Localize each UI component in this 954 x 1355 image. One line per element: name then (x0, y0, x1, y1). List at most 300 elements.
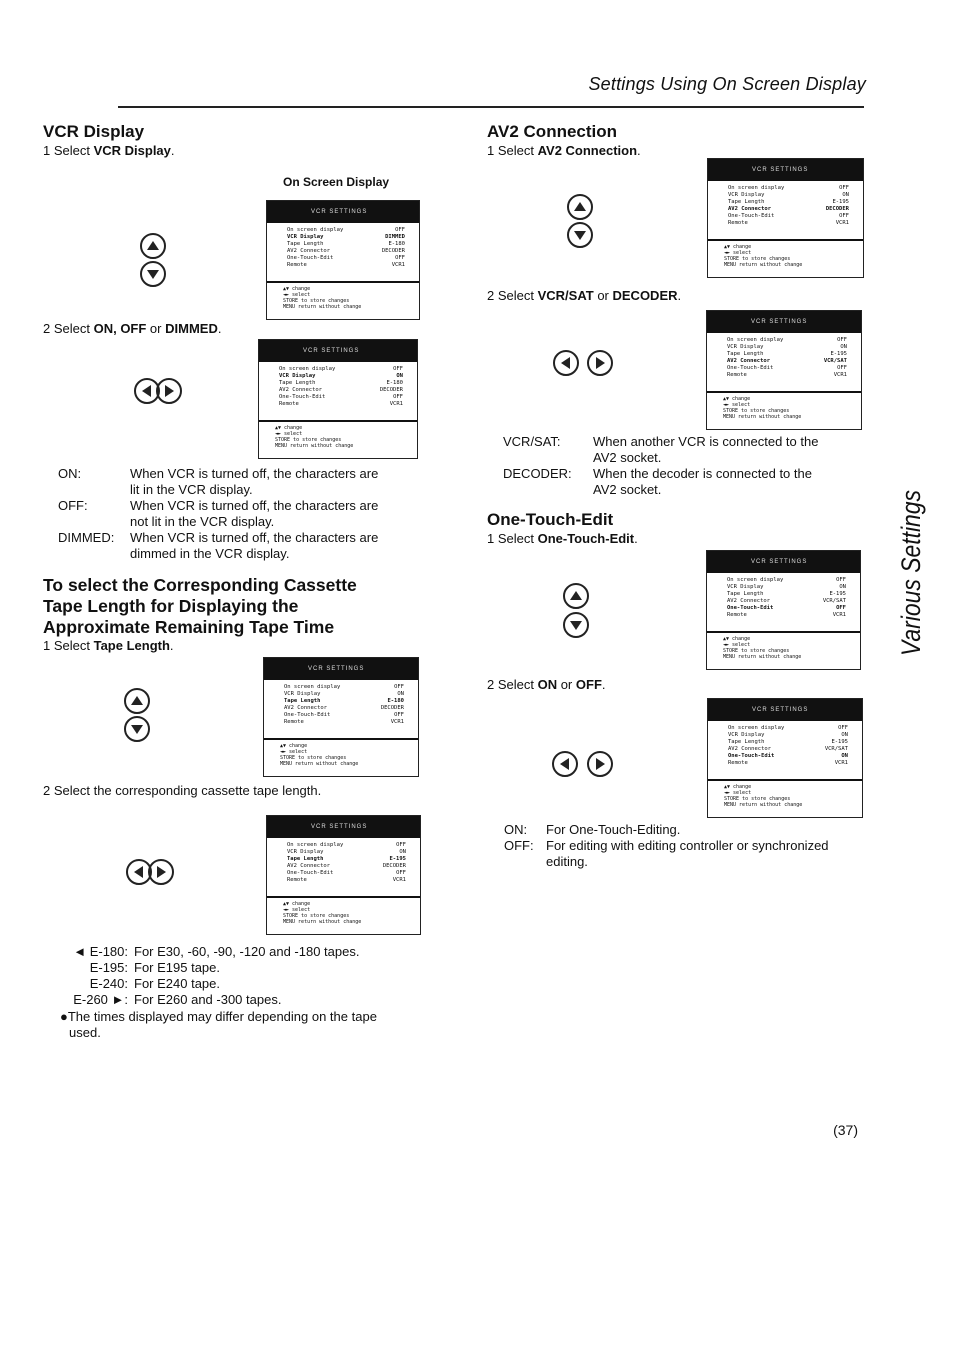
av2-definitions (503, 434, 873, 504)
osd-item-value: ON (396, 373, 403, 379)
osd-row (287, 248, 413, 255)
vcr-display-heading: VCR Display (43, 122, 145, 141)
osd-row (728, 185, 857, 192)
definition-text: When the decoder is connected to the (593, 466, 812, 481)
left-button-icon (553, 350, 579, 376)
osd-footer-line: STORE to store changes (280, 755, 347, 761)
osd-item-value: DECODER (380, 705, 404, 711)
osd-footer-line: MENU return without change (283, 919, 362, 925)
up-button-icon (140, 233, 166, 259)
osd-footer-line: ◄► select (723, 642, 751, 648)
osd-row (279, 387, 411, 394)
osd-menu (264, 680, 418, 736)
step-text: or (593, 288, 613, 303)
osd-title-bar: VCR SETTINGS (264, 658, 418, 680)
step-text: . (169, 638, 174, 653)
down-button-icon (563, 612, 589, 638)
page-number: (37) (833, 1122, 858, 1138)
osd-item-value: E-180 (386, 380, 403, 386)
down-button-icon (567, 222, 593, 248)
osd-row (279, 373, 411, 380)
osd-item-value: E-195 (831, 739, 848, 745)
definition-text: When another VCR is connected to the (593, 434, 819, 449)
osd-row (728, 220, 857, 227)
definition-row (58, 546, 438, 562)
osd-item-label: Remote (284, 719, 304, 725)
osd-footer-line: STORE to store changes (283, 298, 350, 304)
definition-text: not lit in the VCR display. (130, 514, 275, 529)
left-button-icon (552, 751, 578, 777)
step-text: . (634, 531, 638, 546)
osd-title-bar: VCR SETTINGS (707, 311, 861, 333)
osd-row (284, 705, 412, 712)
osd-item-value: DECODER (379, 387, 403, 393)
osd-footer-line: STORE to store changes (283, 913, 350, 919)
osd-item-label: Remote (287, 877, 307, 883)
osd-footer-line: ▲▼ change (723, 636, 751, 642)
osd-item-label: On screen display (727, 337, 784, 343)
definition-row (503, 482, 873, 498)
osd-item-value: ON (841, 753, 848, 759)
step-text: . (217, 321, 222, 336)
osd-footer (259, 422, 417, 449)
definition-text: When VCR is turned off, the characters are (130, 530, 379, 545)
note-line: used. (69, 1025, 101, 1040)
definition-term: E-195: (89, 960, 128, 975)
definition-term: OFF: (58, 498, 88, 513)
osd-item-value: E-180 (388, 241, 405, 247)
osd-item-label: VCR Display (728, 732, 765, 738)
definition-row (58, 466, 438, 482)
definition-term: DIMMED: (58, 530, 115, 545)
osd-item-label: VCR Display (287, 234, 324, 240)
tape-length-note (60, 1009, 377, 1041)
definition-term: OFF: (504, 838, 534, 853)
osd-row (287, 255, 413, 262)
osd-screen (706, 310, 862, 430)
step-text: 1 Select (43, 638, 94, 653)
osd-footer-line: ▲▼ change (724, 244, 752, 250)
definition-text: For editing with editing controller or synchronized (546, 838, 829, 853)
osd-item-label: VCR Display (279, 373, 316, 379)
definition-row (60, 992, 440, 1008)
osd-item-label: On screen display (279, 366, 336, 372)
osd-row (279, 394, 411, 401)
osd-item-label: AV2 Connector (279, 387, 323, 393)
osd-footer-line: ▲▼ change (280, 743, 308, 749)
osd-footer-line: MENU return without change (723, 654, 802, 660)
osd-title-bar: VCR SETTINGS (267, 816, 420, 838)
osd-footer-line: STORE to store changes (723, 648, 790, 654)
osd-item-value: OFF (394, 712, 404, 718)
av2-step2 (487, 288, 681, 303)
osd-row (728, 725, 856, 732)
osd-row (727, 344, 855, 351)
osd-item-value: VCR1 (390, 719, 404, 725)
definition-row (60, 960, 440, 976)
osd-item-value: OFF (395, 227, 405, 233)
osd-row (727, 365, 855, 372)
step-text: . (601, 677, 606, 692)
osd-item-value: OFF (396, 870, 406, 876)
definition-row (60, 976, 440, 992)
osd-item-label: VCR Display (728, 192, 765, 198)
osd-footer-line: ◄► select (275, 431, 303, 437)
osd-item-value: OFF (836, 577, 846, 583)
osd-row (727, 337, 855, 344)
osd-item-label: One-Touch-Edit (728, 753, 775, 759)
osd-item-label: AV2 Connector (284, 705, 328, 711)
side-label (886, 488, 936, 658)
osd-footer-line: STORE to store changes (275, 437, 342, 443)
osd-item-value: OFF (393, 394, 403, 400)
definition-term: ON: (504, 822, 528, 837)
osd-row (728, 192, 857, 199)
osd-item-label: One-Touch-Edit (287, 255, 334, 261)
definition-text: For One-Touch-Editing. (546, 822, 681, 837)
osd-item-label: Tape Length (727, 591, 764, 597)
osd-row (287, 863, 414, 870)
osd-item-label: Remote (279, 401, 299, 407)
osd-screen (258, 339, 418, 459)
osd-menu (259, 362, 417, 418)
osd-footer-line: ▲▼ change (283, 901, 311, 907)
osd-row (287, 842, 414, 849)
step-text: 2 Select (43, 321, 94, 336)
definition-text: For E30, -60, -90, -120 and -180 tapes. (134, 944, 360, 959)
step-bold: Tape Length (93, 638, 170, 653)
osd-row (728, 732, 856, 739)
osd-row (287, 227, 413, 234)
ote-definitions (504, 822, 874, 882)
osd-item-label: VCR Display (727, 584, 764, 590)
step-text: 2 Select (487, 288, 538, 303)
step-text: 1 Select (43, 143, 94, 158)
osd-item-value: ON (839, 584, 846, 590)
osd-item-label: On screen display (287, 227, 344, 233)
osd-footer (707, 393, 861, 420)
osd-item-label: One-Touch-Edit (287, 870, 334, 876)
osd-item-label: On screen display (287, 842, 344, 848)
osd-footer-line: MENU return without change (723, 414, 802, 420)
osd-item-value: VCR1 (833, 372, 847, 378)
osd-row (728, 760, 856, 767)
osd-item-label: On screen display (727, 577, 784, 583)
osd-item-label: Tape Length (728, 739, 765, 745)
tape-length-step2: 2 Select the corresponding cassette tape length. (43, 783, 322, 798)
osd-item-value: DIMMED (385, 234, 405, 240)
osd-item-value: OFF (837, 337, 847, 343)
osd-item-value: OFF (395, 255, 405, 261)
definition-row (504, 822, 874, 838)
osd-row (727, 598, 854, 605)
osd-footer-line: ▲▼ change (724, 784, 752, 790)
osd-footer-line: ◄► select (724, 790, 752, 796)
av2-step1 (487, 143, 641, 158)
osd-footer-line: ▲▼ change (723, 396, 751, 402)
osd-screen (707, 158, 864, 278)
osd-item-value: VCR1 (835, 220, 849, 226)
heading-line: To select the Corresponding Cassette (43, 575, 357, 595)
osd-row (284, 719, 412, 726)
osd-row (728, 753, 856, 760)
osd-footer (264, 740, 418, 767)
osd-footer (267, 898, 420, 925)
definition-term (58, 514, 130, 530)
definition-text: dimmed in the VCR display. (130, 546, 290, 561)
osd-row (728, 206, 857, 213)
definition-text: When VCR is turned off, the characters are (130, 498, 379, 513)
vcr-display-definitions (58, 466, 438, 566)
osd-row (279, 401, 411, 408)
osd-row (287, 234, 413, 241)
osd-item-value: VCR/SAT (822, 598, 846, 604)
definition-row (503, 434, 873, 450)
tape-length-heading (43, 575, 357, 638)
down-button-icon (124, 716, 150, 742)
osd-menu (707, 333, 861, 389)
osd-footer-line: ▲▼ change (283, 286, 311, 292)
up-button-icon (567, 194, 593, 220)
osd-item-label: On screen display (728, 725, 785, 731)
definition-row (58, 482, 438, 498)
osd-item-value: OFF (396, 842, 406, 848)
osd-caption: On Screen Display (283, 175, 390, 189)
definition-row (503, 466, 873, 482)
step-bold: ON, OFF (93, 321, 147, 336)
osd-row (727, 612, 854, 619)
osd-item-value: VCR1 (832, 612, 846, 618)
osd-row (728, 746, 856, 753)
osd-item-label: One-Touch-Edit (284, 712, 331, 718)
osd-footer (708, 781, 862, 808)
osd-item-label: AV2 Connector (727, 358, 771, 364)
osd-row (287, 241, 413, 248)
osd-footer-line: STORE to store changes (724, 796, 791, 802)
osd-row (728, 199, 857, 206)
osd-item-label: AV2 Connector (728, 746, 772, 752)
up-button-icon (563, 583, 589, 609)
osd-footer-line: MENU return without change (283, 304, 362, 310)
definition-term: E-260 ►: (73, 992, 128, 1007)
osd-item-label: AV2 Connector (287, 863, 331, 869)
osd-title-bar: VCR SETTINGS (267, 201, 419, 223)
osd-menu (267, 223, 419, 279)
osd-title-bar: VCR SETTINGS (708, 159, 863, 181)
osd-item-label: Tape Length (727, 351, 764, 357)
osd-item-value: E-195 (829, 591, 846, 597)
definition-row (58, 498, 438, 514)
step-text: 1 Select (487, 531, 538, 546)
step-bold: AV2 Connection (537, 143, 638, 158)
osd-row (727, 372, 855, 379)
down-button-icon (140, 261, 166, 287)
definition-text: lit in the VCR display. (130, 482, 253, 497)
osd-footer-line: ◄► select (724, 250, 752, 256)
osd-row (287, 262, 413, 269)
osd-item-label: One-Touch-Edit (727, 605, 774, 611)
osd-title-bar: VCR SETTINGS (259, 340, 417, 362)
osd-item-label: AV2 Connector (287, 248, 331, 254)
definition-text: AV2 socket. (593, 450, 662, 465)
osd-item-value: OFF (836, 605, 846, 611)
osd-item-value: VCR/SAT (824, 746, 848, 752)
osd-row (727, 351, 855, 358)
step-text: . (677, 288, 682, 303)
vcr-display-step2 (43, 321, 221, 336)
definition-term (504, 854, 546, 870)
definition-term (503, 482, 593, 498)
right-button-icon (587, 350, 613, 376)
step-text: 1 Select (487, 143, 538, 158)
osd-item-label: VCR Display (284, 691, 321, 697)
osd-item-label: On screen display (284, 684, 341, 690)
heading-line: Approximate Remaining Tape Time (43, 617, 335, 637)
osd-row (727, 358, 855, 365)
definition-term: E-240: (89, 976, 128, 991)
osd-item-value: VCR1 (389, 401, 403, 407)
osd-item-label: One-Touch-Edit (727, 365, 774, 371)
osd-item-label: VCR Display (727, 344, 764, 350)
osd-item-label: Tape Length (287, 241, 324, 247)
heading-line: Tape Length for Displaying the (43, 596, 299, 616)
definition-term (503, 450, 593, 466)
osd-item-label: One-Touch-Edit (728, 213, 775, 219)
osd-item-value: DECODER (825, 206, 849, 212)
definition-row (503, 450, 873, 466)
step-bold: OFF (575, 677, 602, 692)
definition-text: When VCR is turned off, the characters are (130, 466, 379, 481)
definition-text: For E260 and -300 tapes. (134, 992, 282, 1007)
page-header: Settings Using On Screen Display (588, 74, 866, 94)
definition-text: editing. (546, 854, 588, 869)
osd-menu (708, 721, 862, 777)
step-bold: VCR/SAT (537, 288, 594, 303)
definition-row (504, 838, 874, 854)
osd-item-value: ON (399, 849, 406, 855)
osd-item-value: OFF (838, 725, 848, 731)
osd-row (287, 877, 414, 884)
osd-footer-line: MENU return without change (724, 262, 803, 268)
ote-step2 (487, 677, 606, 692)
definition-row (58, 514, 438, 530)
osd-item-value: ON (397, 691, 404, 697)
osd-screen (263, 657, 419, 777)
osd-row (727, 584, 854, 591)
osd-footer-line: MENU return without change (280, 761, 359, 767)
osd-item-label: Remote (727, 612, 747, 618)
osd-item-value: E-195 (832, 199, 849, 205)
osd-footer (707, 633, 860, 660)
definition-text: For E240 tape. (134, 976, 220, 991)
definition-term (58, 482, 130, 498)
osd-item-value: OFF (394, 684, 404, 690)
right-button-icon (587, 751, 613, 777)
osd-row (284, 698, 412, 705)
osd-item-label: Tape Length (284, 698, 321, 704)
definition-term: DECODER: (503, 466, 572, 481)
step-bold: DECODER (612, 288, 678, 303)
definition-text: AV2 socket. (593, 482, 662, 497)
osd-item-label: Tape Length (728, 199, 765, 205)
osd-item-value: OFF (393, 366, 403, 372)
definition-text: For E195 tape. (134, 960, 220, 975)
tape-length-definitions (60, 944, 440, 1014)
osd-row (727, 605, 854, 612)
osd-item-value: OFF (837, 365, 847, 371)
osd-item-value: DECODER (382, 863, 406, 869)
definition-term: VCR/SAT: (503, 434, 561, 449)
osd-screen (266, 200, 420, 320)
osd-screen (266, 815, 421, 935)
osd-footer-line: ◄► select (280, 749, 308, 755)
osd-footer-line: ◄► select (283, 292, 311, 298)
osd-row (284, 684, 412, 691)
osd-item-label: AV2 Connector (728, 206, 772, 212)
osd-item-value: VCR/SAT (823, 358, 847, 364)
osd-row (728, 213, 857, 220)
ote-step1 (487, 531, 638, 546)
osd-item-label: Remote (727, 372, 747, 378)
osd-screen (707, 698, 863, 818)
osd-item-value: ON (842, 192, 849, 198)
tape-length-step1 (43, 638, 174, 653)
osd-item-value: OFF (839, 213, 849, 219)
osd-item-value: DECODER (381, 248, 405, 254)
step-bold: One-Touch-Edit (537, 531, 635, 546)
osd-item-label: Remote (728, 760, 748, 766)
osd-item-value: E-180 (387, 698, 404, 704)
side-label-text: Various Settings (896, 488, 926, 656)
step-bold: VCR Display (93, 143, 171, 158)
osd-item-value: E-195 (389, 856, 406, 862)
osd-item-label: Tape Length (279, 380, 316, 386)
definition-term (58, 546, 130, 562)
osd-footer-line: ▲▼ change (275, 425, 303, 431)
osd-item-value: ON (841, 732, 848, 738)
osd-row (279, 366, 411, 373)
step-text: or (146, 321, 166, 336)
osd-row (727, 577, 854, 584)
osd-row (284, 691, 412, 698)
osd-menu (267, 838, 420, 894)
osd-item-value: VCR1 (392, 877, 406, 883)
vcr-display-step1 (43, 143, 175, 158)
osd-row (287, 856, 414, 863)
osd-item-label: One-Touch-Edit (279, 394, 326, 400)
osd-footer-line: ◄► select (283, 907, 311, 913)
definition-term: ON: (58, 466, 82, 481)
osd-footer-line: MENU return without change (275, 443, 354, 449)
definition-term: ◄ E-180: (73, 944, 128, 959)
osd-row (284, 712, 412, 719)
osd-title-bar: VCR SETTINGS (708, 699, 862, 721)
osd-screen (706, 550, 861, 670)
osd-footer-line: MENU return without change (724, 802, 803, 808)
osd-title-bar: VCR SETTINGS (707, 551, 860, 573)
right-button-icon (148, 859, 174, 885)
step-text: . (170, 143, 175, 158)
definition-row (504, 854, 874, 870)
osd-item-value: OFF (839, 185, 849, 191)
osd-item-label: Remote (287, 262, 307, 268)
up-button-icon (124, 688, 150, 714)
osd-row (287, 849, 414, 856)
osd-item-label: AV2 Connector (727, 598, 771, 604)
osd-item-label: VCR Display (287, 849, 324, 855)
osd-footer-line: STORE to store changes (723, 408, 790, 414)
right-button-icon (156, 378, 182, 404)
